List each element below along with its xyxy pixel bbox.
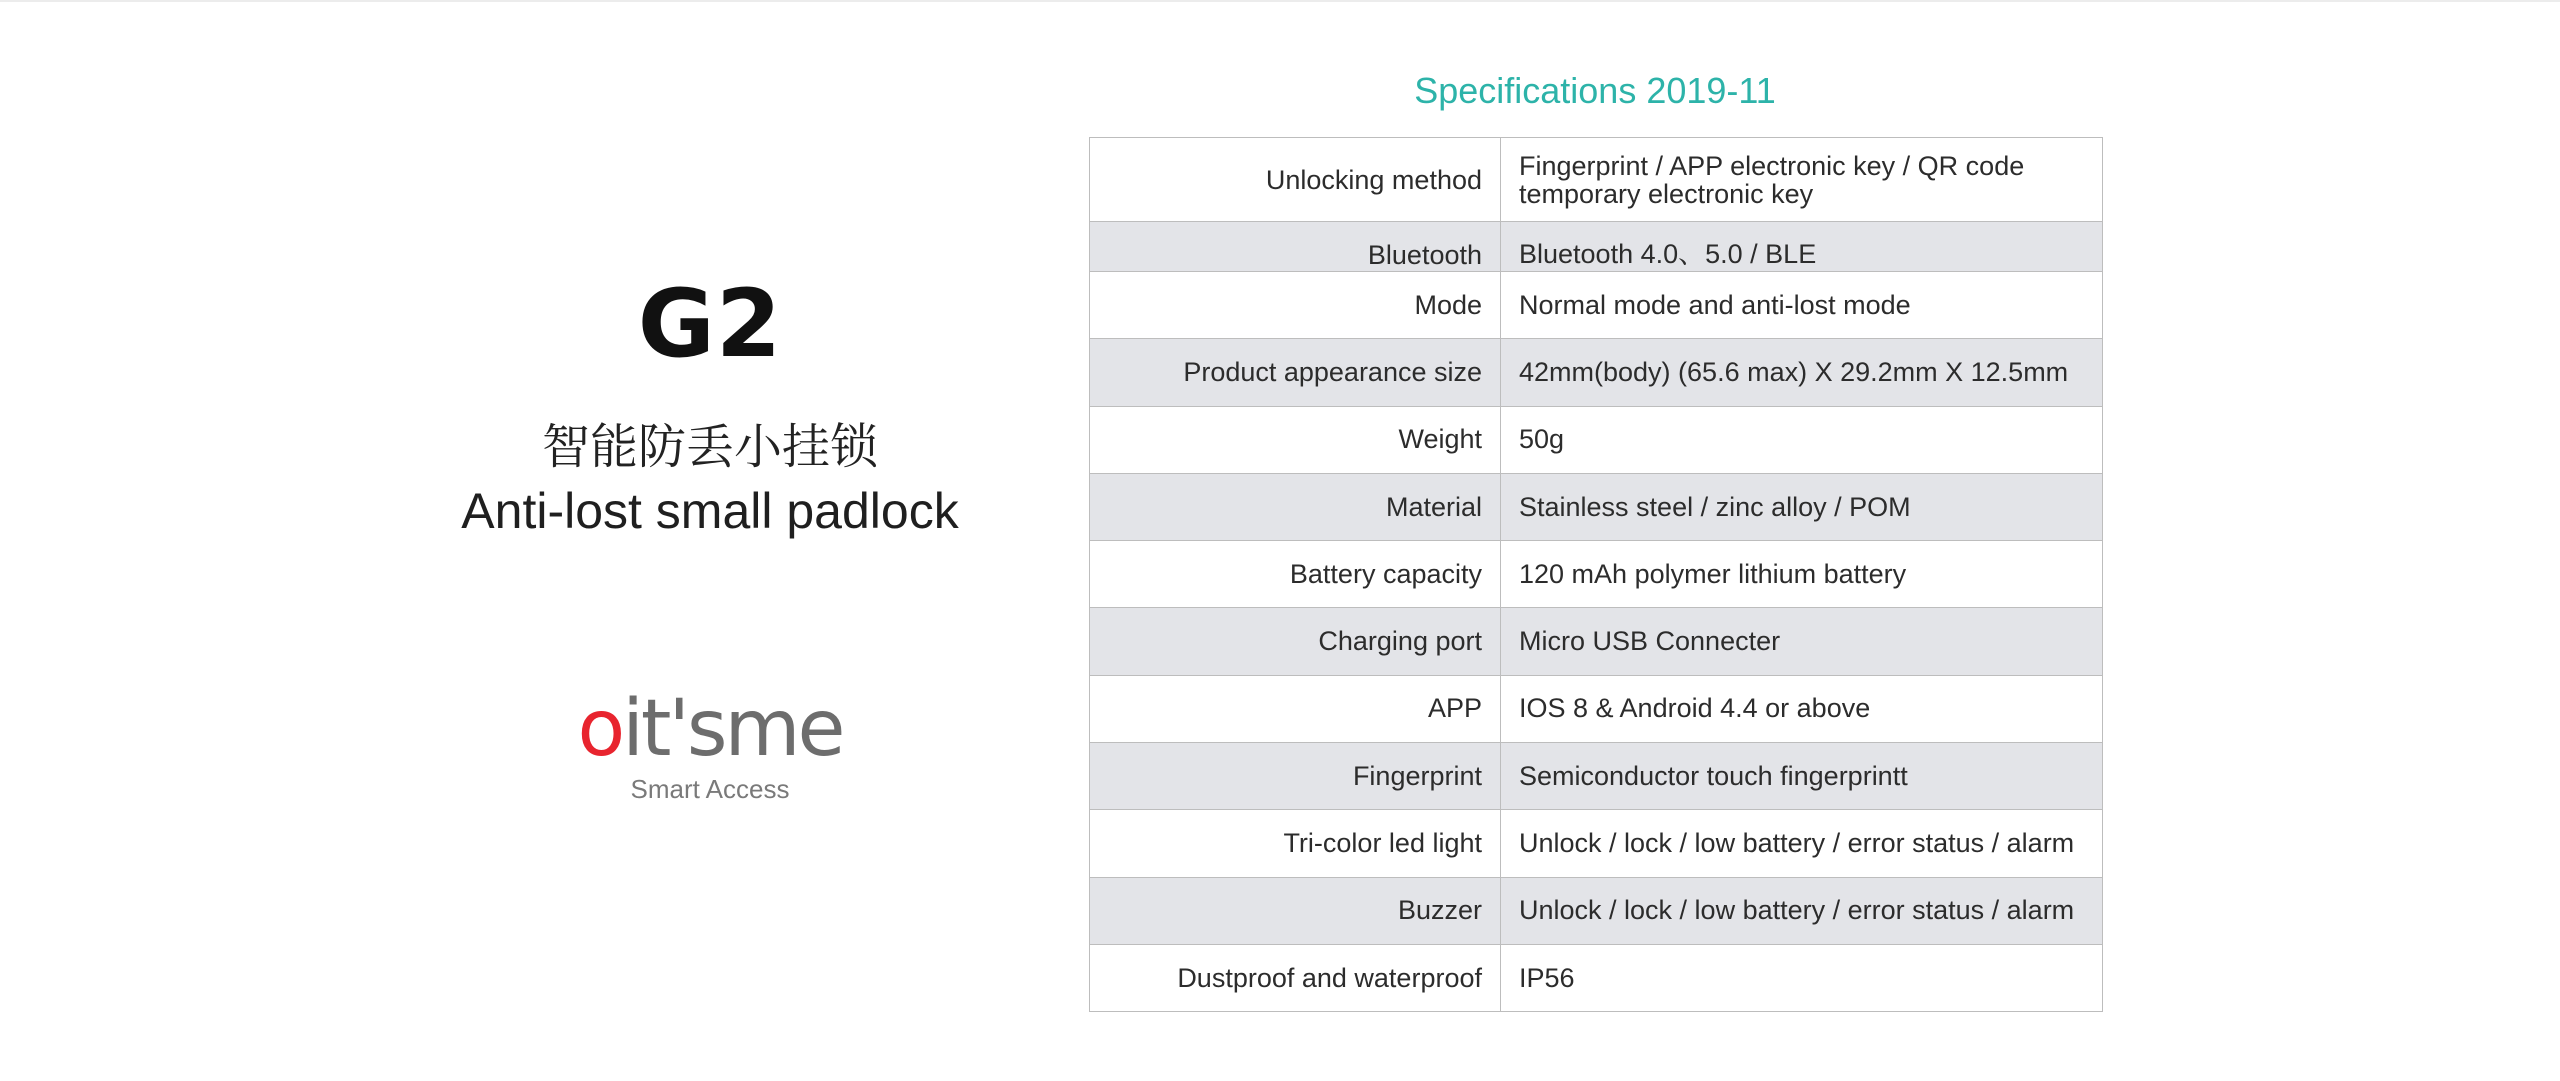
spec-row-charging-port (1090, 608, 2103, 675)
spec-row-fingerprint (1090, 743, 2103, 810)
spec-row-dustproof-waterproof (1090, 944, 2103, 1011)
logo-wordmark-o: o (577, 684, 623, 774)
spec-label: Material (1090, 473, 1501, 540)
spec-value: Semiconductor touch fingerprintt (1501, 743, 2103, 810)
specifications-title: Specifications 2019-11 (1414, 70, 1776, 111)
spec-value: IOS 8 & Android 4.4 or above (1501, 675, 2103, 742)
spec-value: IP56 (1501, 944, 2103, 1011)
spec-label: Buzzer (1090, 877, 1501, 944)
logo-tagline: Smart Access (630, 774, 790, 804)
spec-label: Dustproof and waterproof (1090, 944, 1501, 1011)
product-subtitle-chinese: 智能防丢小挂锁 (541, 419, 878, 475)
spec-row-buzzer (1090, 877, 2103, 944)
spec-label: Charging port (1090, 608, 1501, 675)
spec-value: 120 mAh polymer lithium battery (1501, 541, 2103, 608)
spec-value: 42mm(body) (65.6 max) X 29.2mm X 12.5mm (1501, 339, 2103, 406)
spec-value: Fingerprint / APP electronic key / QR code temporary electronic key (1501, 138, 2103, 222)
spec-row-bluetooth (1090, 222, 2103, 272)
spec-label: Bluetooth (1090, 222, 1501, 272)
brand-logo (560, 684, 860, 805)
spec-value: Normal mode and anti-lost mode (1501, 272, 2103, 339)
spec-row-material (1090, 473, 2103, 540)
spec-value: Unlock / lock / low battery / error status / alarm (1501, 810, 2103, 877)
spec-label: Tri-color led light (1090, 810, 1501, 877)
specifications-table (1089, 137, 2103, 1012)
spec-label: Product appearance size (1090, 339, 1501, 406)
spec-value: Micro USB Connecter (1501, 608, 2103, 675)
product-name: G2 (637, 270, 783, 379)
spec-row-unlocking-method (1090, 138, 2103, 222)
spec-row-tri-color-led (1090, 810, 2103, 877)
spec-label: Battery capacity (1090, 541, 1501, 608)
spec-label: Mode (1090, 272, 1501, 339)
spec-label: Weight (1090, 406, 1501, 473)
spec-row-weight (1090, 406, 2103, 473)
top-divider (0, 0, 2560, 2)
spec-label: Fingerprint (1090, 743, 1501, 810)
spec-row-mode (1090, 272, 2103, 339)
logo-wordmark (560, 684, 860, 774)
spec-value: Unlock / lock / low battery / error status / alarm (1501, 877, 2103, 944)
spec-value: Stainless steel / zinc alloy / POM (1501, 473, 2103, 540)
spec-row-appearance-size (1090, 339, 2103, 406)
logo-wordmark-rest: it'sme (622, 684, 843, 774)
spec-value: 50g (1501, 406, 2103, 473)
spec-row-app (1090, 675, 2103, 742)
spec-label: APP (1090, 675, 1501, 742)
spec-value: Bluetooth 4.0、5.0 / BLE (1501, 222, 2103, 272)
product-subtitle-english: Anti-lost small padlock (461, 483, 959, 539)
spec-label: Unlocking method (1090, 138, 1501, 222)
spec-row-battery-capacity (1090, 541, 2103, 608)
